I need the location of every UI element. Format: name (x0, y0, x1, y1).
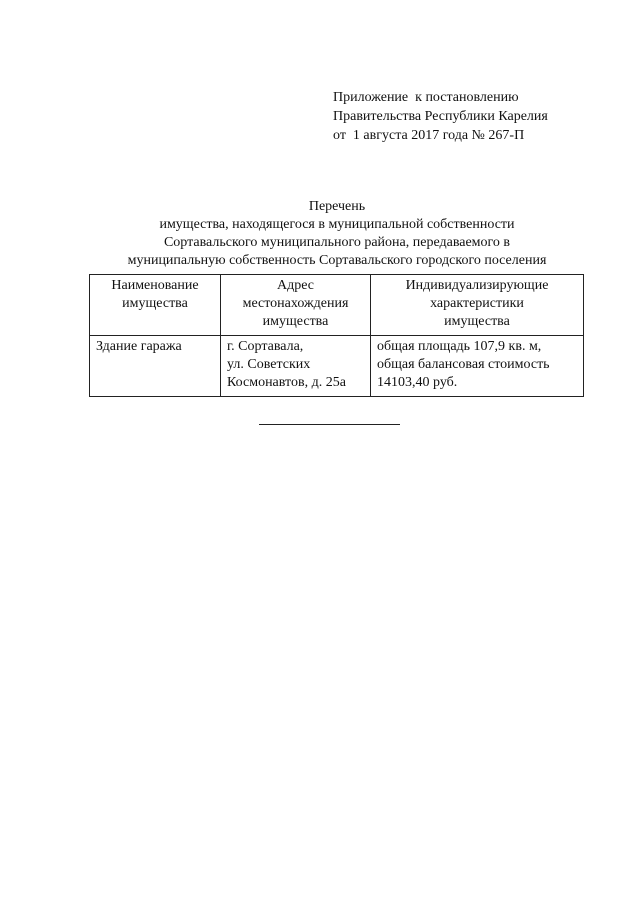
title-line: муниципальную собственность Сортавальского городского поселения (127, 253, 547, 268)
document-title (84, 198, 590, 270)
header-line: Наименование (111, 278, 199, 293)
title-line: Сортавальского муниципального района, передаваемого в (163, 235, 511, 250)
annex-note (333, 88, 548, 145)
annex-line: Приложение к постановлению (333, 90, 519, 105)
header-property-name (90, 275, 221, 336)
header-address (221, 275, 371, 336)
cell-line: ул. Советских (227, 357, 311, 372)
cell-characteristics (371, 336, 584, 397)
title-line: имущества, находящегося в муниципальной собственности (159, 217, 515, 232)
header-line: характеристики (430, 296, 524, 311)
table-row (90, 336, 584, 397)
header-line: имущества (122, 296, 188, 311)
cell-address (221, 336, 371, 397)
cell-property-name (90, 336, 221, 397)
cell-line: общая площадь 107,9 кв. м, (377, 339, 542, 354)
property-table (89, 274, 584, 397)
cell-line: Космонавтов, д. 25а (227, 375, 346, 390)
header-line: имущества (444, 314, 510, 329)
annex-line: Правительства Республики Карелия (333, 109, 548, 124)
header-line: имущества (262, 314, 329, 329)
header-line: Адрес (276, 278, 314, 293)
title-heading: Перечень (308, 199, 366, 214)
cell-line: Здание гаража (96, 339, 182, 354)
cell-line: г. Сортавала, (227, 339, 304, 354)
header-characteristics (371, 275, 584, 336)
header-line: местонахождения (242, 296, 349, 311)
table-header-row (90, 275, 584, 336)
annex-line: от 1 августа 2017 года № 267-П (333, 128, 525, 143)
cell-line: общая балансовая стоимость (377, 357, 550, 372)
header-line: Индивидуализирующие (405, 278, 549, 293)
closing-rule (259, 424, 400, 425)
cell-line: 14103,40 руб. (377, 375, 458, 390)
